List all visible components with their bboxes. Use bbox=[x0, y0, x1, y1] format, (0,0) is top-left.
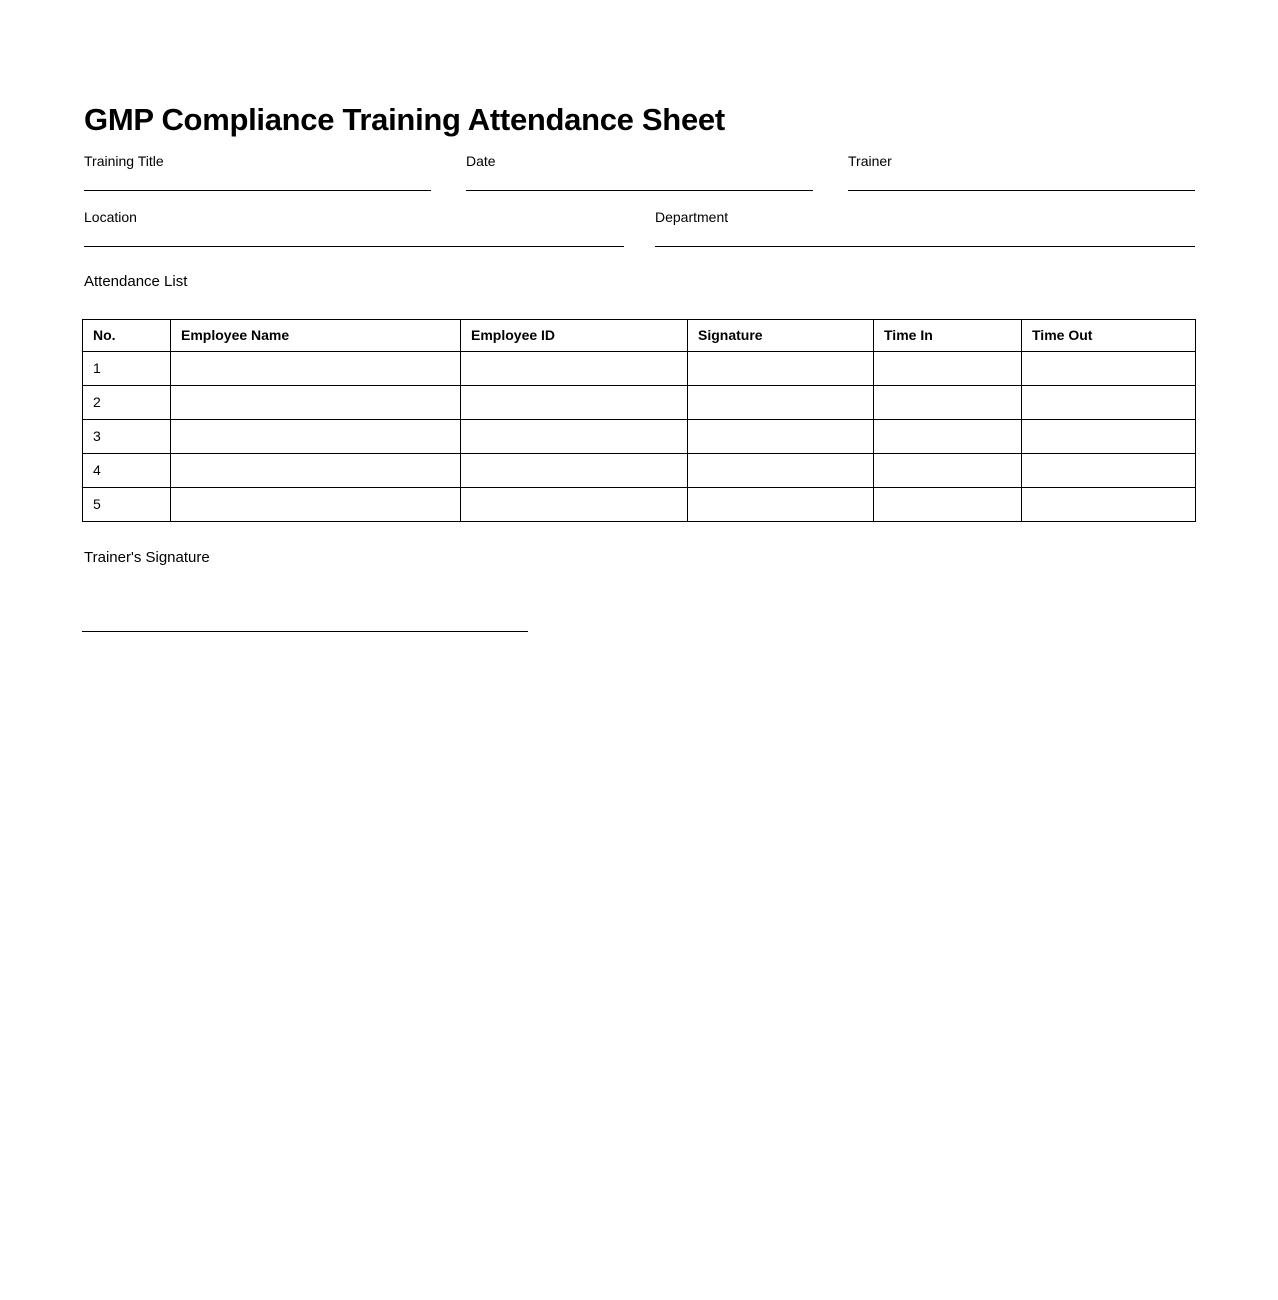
table-row bbox=[83, 385, 1196, 419]
employee-id-cell[interactable] bbox=[461, 351, 688, 385]
attendance-list-heading: Attendance List bbox=[84, 272, 188, 290]
time-out-cell[interactable] bbox=[1022, 385, 1196, 419]
field-training-title bbox=[84, 153, 431, 191]
field-department bbox=[655, 209, 1195, 247]
field-trainer bbox=[848, 153, 1195, 191]
date-fill-line[interactable] bbox=[466, 169, 813, 191]
field-location bbox=[84, 209, 624, 247]
location-fill-line[interactable] bbox=[84, 225, 624, 247]
col-header-signature: Signature bbox=[688, 319, 874, 351]
table-row bbox=[83, 351, 1196, 385]
form-field-row-2 bbox=[84, 209, 1195, 247]
employee-name-cell[interactable] bbox=[171, 453, 461, 487]
employee-id-cell[interactable] bbox=[461, 487, 688, 521]
col-header-time-out: Time Out bbox=[1022, 319, 1196, 351]
employee-name-cell[interactable] bbox=[171, 351, 461, 385]
employee-id-cell[interactable] bbox=[461, 385, 688, 419]
employee-id-cell[interactable] bbox=[461, 453, 688, 487]
employee-id-cell[interactable] bbox=[461, 419, 688, 453]
location-label: Location bbox=[84, 208, 137, 225]
date-label: Date bbox=[466, 152, 496, 169]
trainer-fill-line[interactable] bbox=[848, 169, 1195, 191]
signature-cell[interactable] bbox=[688, 385, 874, 419]
signature-cell[interactable] bbox=[688, 419, 874, 453]
time-out-cell[interactable] bbox=[1022, 351, 1196, 385]
trainer-signature-label: Trainer's Signature bbox=[84, 548, 210, 566]
row-number-cell: 3 bbox=[83, 419, 171, 453]
table-row bbox=[83, 419, 1196, 453]
signature-cell[interactable] bbox=[688, 487, 874, 521]
training-title-label: Training Title bbox=[84, 152, 164, 169]
attendance-table-header-row bbox=[83, 319, 1196, 351]
time-in-cell[interactable] bbox=[874, 385, 1022, 419]
employee-name-cell[interactable] bbox=[171, 385, 461, 419]
row-number-cell: 4 bbox=[83, 453, 171, 487]
time-in-cell[interactable] bbox=[874, 453, 1022, 487]
table-row bbox=[83, 453, 1196, 487]
time-in-cell[interactable] bbox=[874, 487, 1022, 521]
signature-cell[interactable] bbox=[688, 351, 874, 385]
employee-name-cell[interactable] bbox=[171, 419, 461, 453]
col-header-employee-name: Employee Name bbox=[171, 319, 461, 351]
col-header-no: No. bbox=[83, 319, 171, 351]
row-number-cell: 1 bbox=[83, 351, 171, 385]
page-title: GMP Compliance Training Attendance Sheet bbox=[84, 102, 725, 137]
time-in-cell[interactable] bbox=[874, 419, 1022, 453]
employee-name-cell[interactable] bbox=[171, 487, 461, 521]
row-number-cell: 5 bbox=[83, 487, 171, 521]
field-date bbox=[466, 153, 813, 191]
table-row bbox=[83, 487, 1196, 521]
department-label: Department bbox=[655, 208, 729, 225]
form-field-row-1 bbox=[84, 153, 1195, 191]
col-header-time-in: Time In bbox=[874, 319, 1022, 351]
trainer-signature-line[interactable] bbox=[82, 631, 528, 632]
time-out-cell[interactable] bbox=[1022, 487, 1196, 521]
col-header-employee-id: Employee ID bbox=[461, 319, 688, 351]
time-out-cell[interactable] bbox=[1022, 419, 1196, 453]
training-title-fill-line[interactable] bbox=[84, 169, 431, 191]
department-fill-line[interactable] bbox=[655, 225, 1195, 247]
attendance-table bbox=[82, 319, 1196, 522]
document-content bbox=[0, 0, 1278, 632]
time-in-cell[interactable] bbox=[874, 351, 1022, 385]
trainer-label: Trainer bbox=[848, 152, 892, 169]
time-out-cell[interactable] bbox=[1022, 453, 1196, 487]
signature-cell[interactable] bbox=[688, 453, 874, 487]
row-number-cell: 2 bbox=[83, 385, 171, 419]
